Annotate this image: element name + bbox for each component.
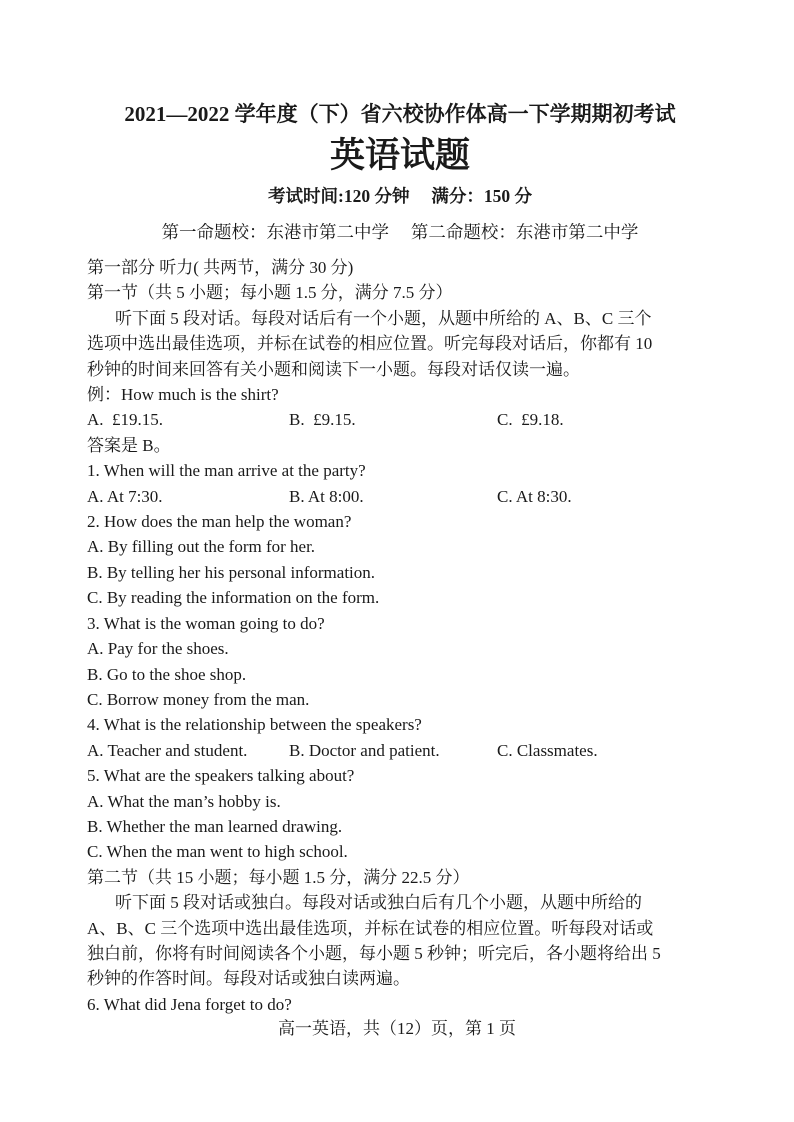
question-1-options-row — [87, 484, 713, 509]
question-3-option-c: C. Borrow money from the man. — [87, 689, 310, 709]
page-title: 英语试题 — [329, 136, 470, 175]
question-2-option-b: B. By telling her his personal information. — [87, 562, 376, 582]
question-4-option-c: C. Classmates. — [497, 740, 598, 760]
question-4: 4. What is the relationship between the speakers? — [87, 715, 422, 735]
section2-instructions-line: A、B、C 三个选项中选出最佳选项，并标在试卷的相应位置。听每段对话或 — [87, 918, 654, 938]
question-6: 6. What did Jena forget to do? — [87, 994, 292, 1014]
question-1-option-a: A. At 7:30. — [87, 486, 163, 506]
example-option-b: B. £9.15. — [289, 410, 356, 430]
section1-heading: 第一节（共 5 小题；每小题 1.5 分，满分 7.5 分） — [87, 283, 453, 303]
exam-body — [87, 255, 713, 1017]
section2-instructions-line: 独白前，你将有时间阅读各个小题，每小题 5 秒钟；听完后，各小题将给出 5 — [87, 943, 661, 963]
question-4-option-a: A. Teacher and student. — [87, 740, 248, 760]
proposing-schools: 第一命题校：东港市第二中学 第二命题校：东港市第二中学 — [161, 222, 639, 242]
question-2-option-c: C. By reading the information on the form. — [87, 588, 380, 608]
page-content — [87, 0, 713, 1017]
question-3-option-b: B. Go to the shoe shop. — [87, 664, 247, 684]
question-4-options-row — [87, 738, 713, 763]
question-5: 5. What are the speakers talking about? — [87, 766, 355, 786]
question-1-option-c: C. At 8:30. — [497, 486, 572, 506]
question-1: 1. When will the man arrive at the party? — [87, 461, 366, 481]
example-option-c: C. £9.18. — [497, 410, 564, 430]
exam-session-title: 2021—2022 学年度（下）省六校协作体高一下学期期初考试 — [124, 102, 676, 126]
question-5-option-a: A. What the man’s hobby is. — [87, 791, 281, 811]
example-answer: 答案是 B。 — [87, 435, 171, 455]
section1-instructions-line: 秒钟的时间来回答有关小题和阅读下一小题。每段对话仅读一遍。 — [87, 359, 580, 379]
question-5-option-c: C. When the man went to high school. — [87, 842, 348, 862]
question-4-option-b: B. Doctor and patient. — [289, 740, 440, 760]
section1-instructions-line: 听下面 5 段对话。每段对话后有一个小题，从题中所给的 A、B、C 三个 — [115, 308, 652, 328]
question-1-option-b: B. At 8:00. — [289, 486, 364, 506]
section1-instructions-line: 选项中选出最佳选项，并标在试卷的相应位置。听完每段对话后，你都有 10 — [87, 334, 653, 354]
part1-heading: 第一部分 听力( 共两节，满分 30 分) — [87, 258, 354, 277]
question-5-option-b: B. Whether the man learned drawing. — [87, 816, 343, 836]
question-3-option-a: A. Pay for the shoes. — [87, 639, 229, 659]
question-3: 3. What is the woman going to do? — [87, 613, 325, 633]
exam-duration-and-score: 考试时间:120 分钟 满分：150 分 — [268, 186, 532, 206]
section2-instructions-line: 听下面 5 段对话或独白。每段对话或独白后有几个小题，从题中所给的 — [115, 893, 642, 913]
question-2: 2. How does the man help the woman? — [87, 512, 352, 532]
question-2-option-a: A. By filling out the form for her. — [87, 537, 316, 557]
section2-heading: 第二节（共 15 小题；每小题 1.5 分，满分 22.5 分） — [87, 867, 470, 887]
example-question: 例：How much is the shirt? — [87, 385, 279, 405]
example-option-a: A. £19.15. — [87, 410, 164, 430]
section2-instructions-line: 秒钟的作答时间。每段对话或独白读两遍。 — [87, 969, 410, 989]
example-options-row — [87, 407, 713, 432]
page-footer: 高一英语，共（12）页，第 1 页 — [278, 1019, 516, 1038]
